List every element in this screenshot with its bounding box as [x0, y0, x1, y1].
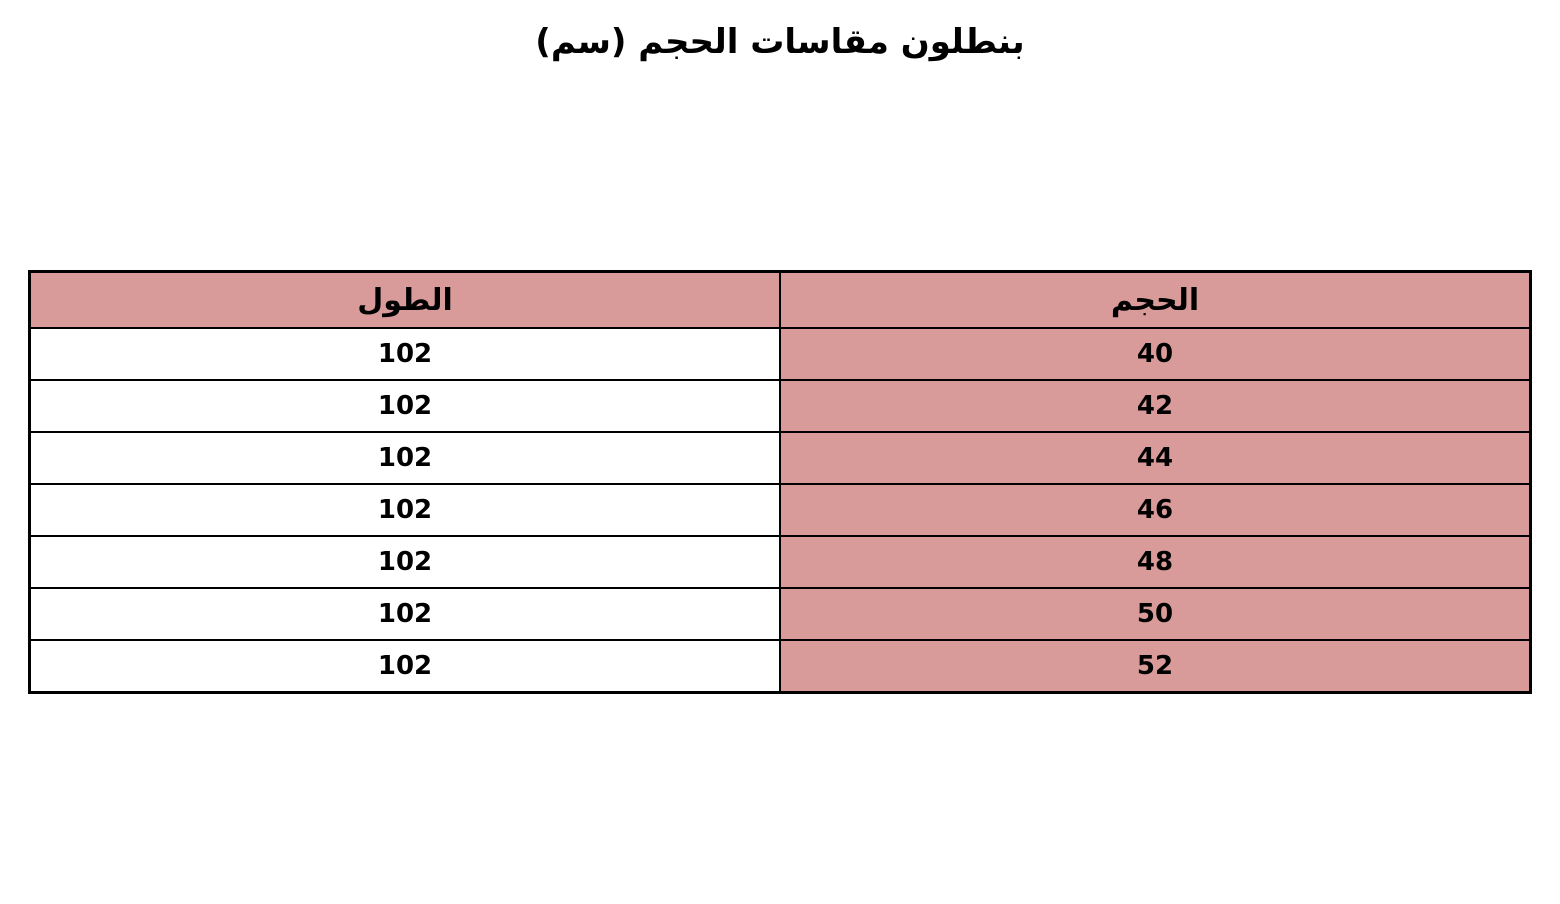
size-chart-table	[28, 270, 1532, 694]
cell-size: 52	[780, 640, 1531, 693]
column-header-length: الطول	[30, 272, 781, 329]
page-title: بنطلون مقاسات الحجم (سم)	[535, 22, 1025, 62]
table-body	[30, 328, 1531, 693]
table-header-row	[30, 272, 1531, 329]
cell-size: 48	[780, 536, 1531, 588]
table-row	[30, 328, 1531, 380]
cell-size: 46	[780, 484, 1531, 536]
table-row	[30, 640, 1531, 693]
size-chart-table-wrapper	[28, 270, 1532, 694]
table-row	[30, 432, 1531, 484]
cell-size: 50	[780, 588, 1531, 640]
cell-length: 102	[30, 432, 781, 484]
cell-length: 102	[30, 536, 781, 588]
cell-length: 102	[30, 328, 781, 380]
cell-size: 40	[780, 328, 1531, 380]
table-row	[30, 588, 1531, 640]
table-row	[30, 484, 1531, 536]
cell-length: 102	[30, 588, 781, 640]
cell-size: 42	[780, 380, 1531, 432]
cell-length: 102	[30, 380, 781, 432]
column-header-size: الحجم	[780, 272, 1531, 329]
cell-length: 102	[30, 640, 781, 693]
cell-size: 44	[780, 432, 1531, 484]
table-header	[30, 272, 1531, 329]
table-row	[30, 536, 1531, 588]
cell-length: 102	[30, 484, 781, 536]
table-row	[30, 380, 1531, 432]
